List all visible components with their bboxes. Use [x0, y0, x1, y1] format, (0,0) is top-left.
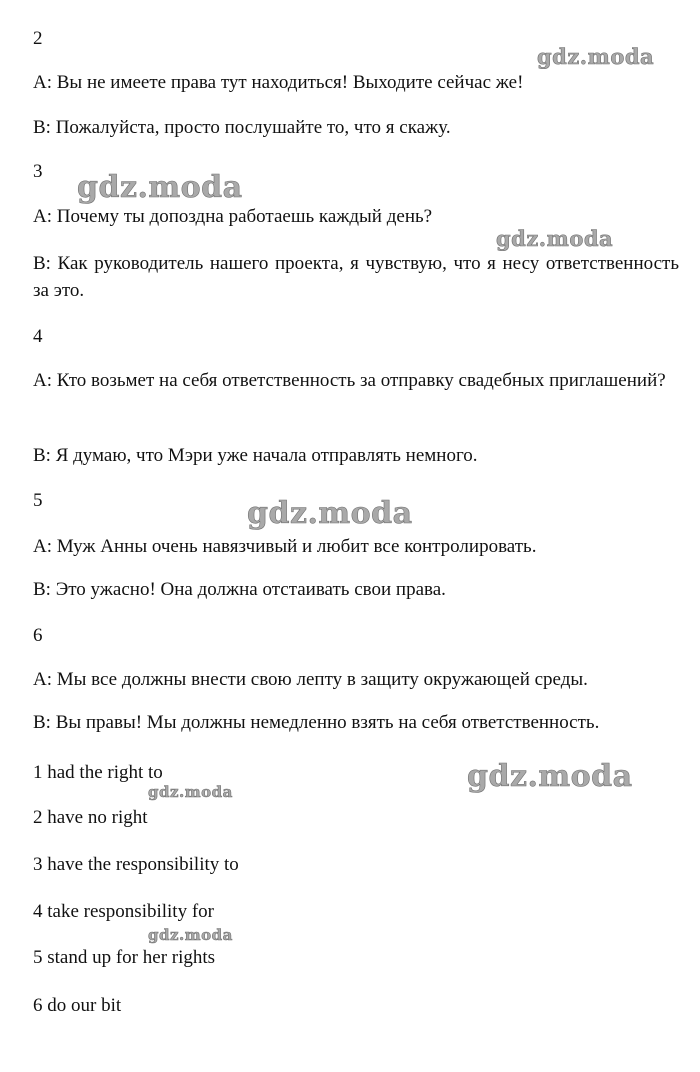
dialogue-line-a: A: Вы не имеете права тут находиться! Выходите сейчас же! — [33, 72, 524, 93]
watermark: gdz.moda — [148, 783, 233, 801]
answer-item: 3 have the responsibility to — [33, 854, 239, 875]
dialogue-number: 3 — [33, 161, 43, 182]
dialogue-line-a: A: Муж Анны очень навязчивый и любит все контролировать. — [33, 536, 537, 557]
answer-item: 5 stand up for her rights — [33, 947, 216, 968]
dialogue-line-b: B: Это ужасно! Она должна отстаивать свои права. — [33, 579, 446, 600]
watermark: gdz.moda — [247, 496, 413, 531]
dialogue-number: 4 — [33, 326, 43, 347]
dialogue-line-a: A: Мы все должны внести свою лепту в защиту окружающей среды. — [33, 669, 588, 690]
watermark: gdz.moda — [496, 226, 614, 251]
dialogue-line-b: B: Пожалуйста, просто послушайте то, что я скажу. — [33, 117, 451, 138]
dialogue-line-b: B: Я думаю, что Мэри уже начала отправлять немного. — [33, 445, 478, 466]
dialogue-line-a: A: Кто возьмет на себя ответственность за отправку свадебных приглашений? — [33, 370, 666, 391]
dialogue-number: 6 — [33, 625, 43, 646]
watermark: gdz.moda — [77, 170, 243, 205]
watermark: gdz.moda — [148, 926, 233, 944]
dialogue-number: 2 — [33, 28, 43, 49]
dialogue-line-a: A: Почему ты допоздна работаешь каждый день? — [33, 206, 433, 227]
answer-item: 4 take responsibility for — [33, 901, 214, 922]
answer-item: 6 do our bit — [33, 995, 122, 1016]
answer-item: 1 had the right to — [33, 762, 163, 783]
dialogue-line-b: B: Вы правы! Мы должны немедленно взять на себя ответственность. — [33, 712, 600, 733]
answer-item: 2 have no right — [33, 807, 148, 828]
dialogue-line-b: B: Как руководитель нашего проекта, я чувствую, что я несу ответственность за это. — [33, 253, 679, 301]
dialogue-number: 5 — [33, 490, 43, 511]
watermark: gdz.moda — [467, 759, 633, 794]
watermark: gdz.moda — [537, 44, 655, 69]
